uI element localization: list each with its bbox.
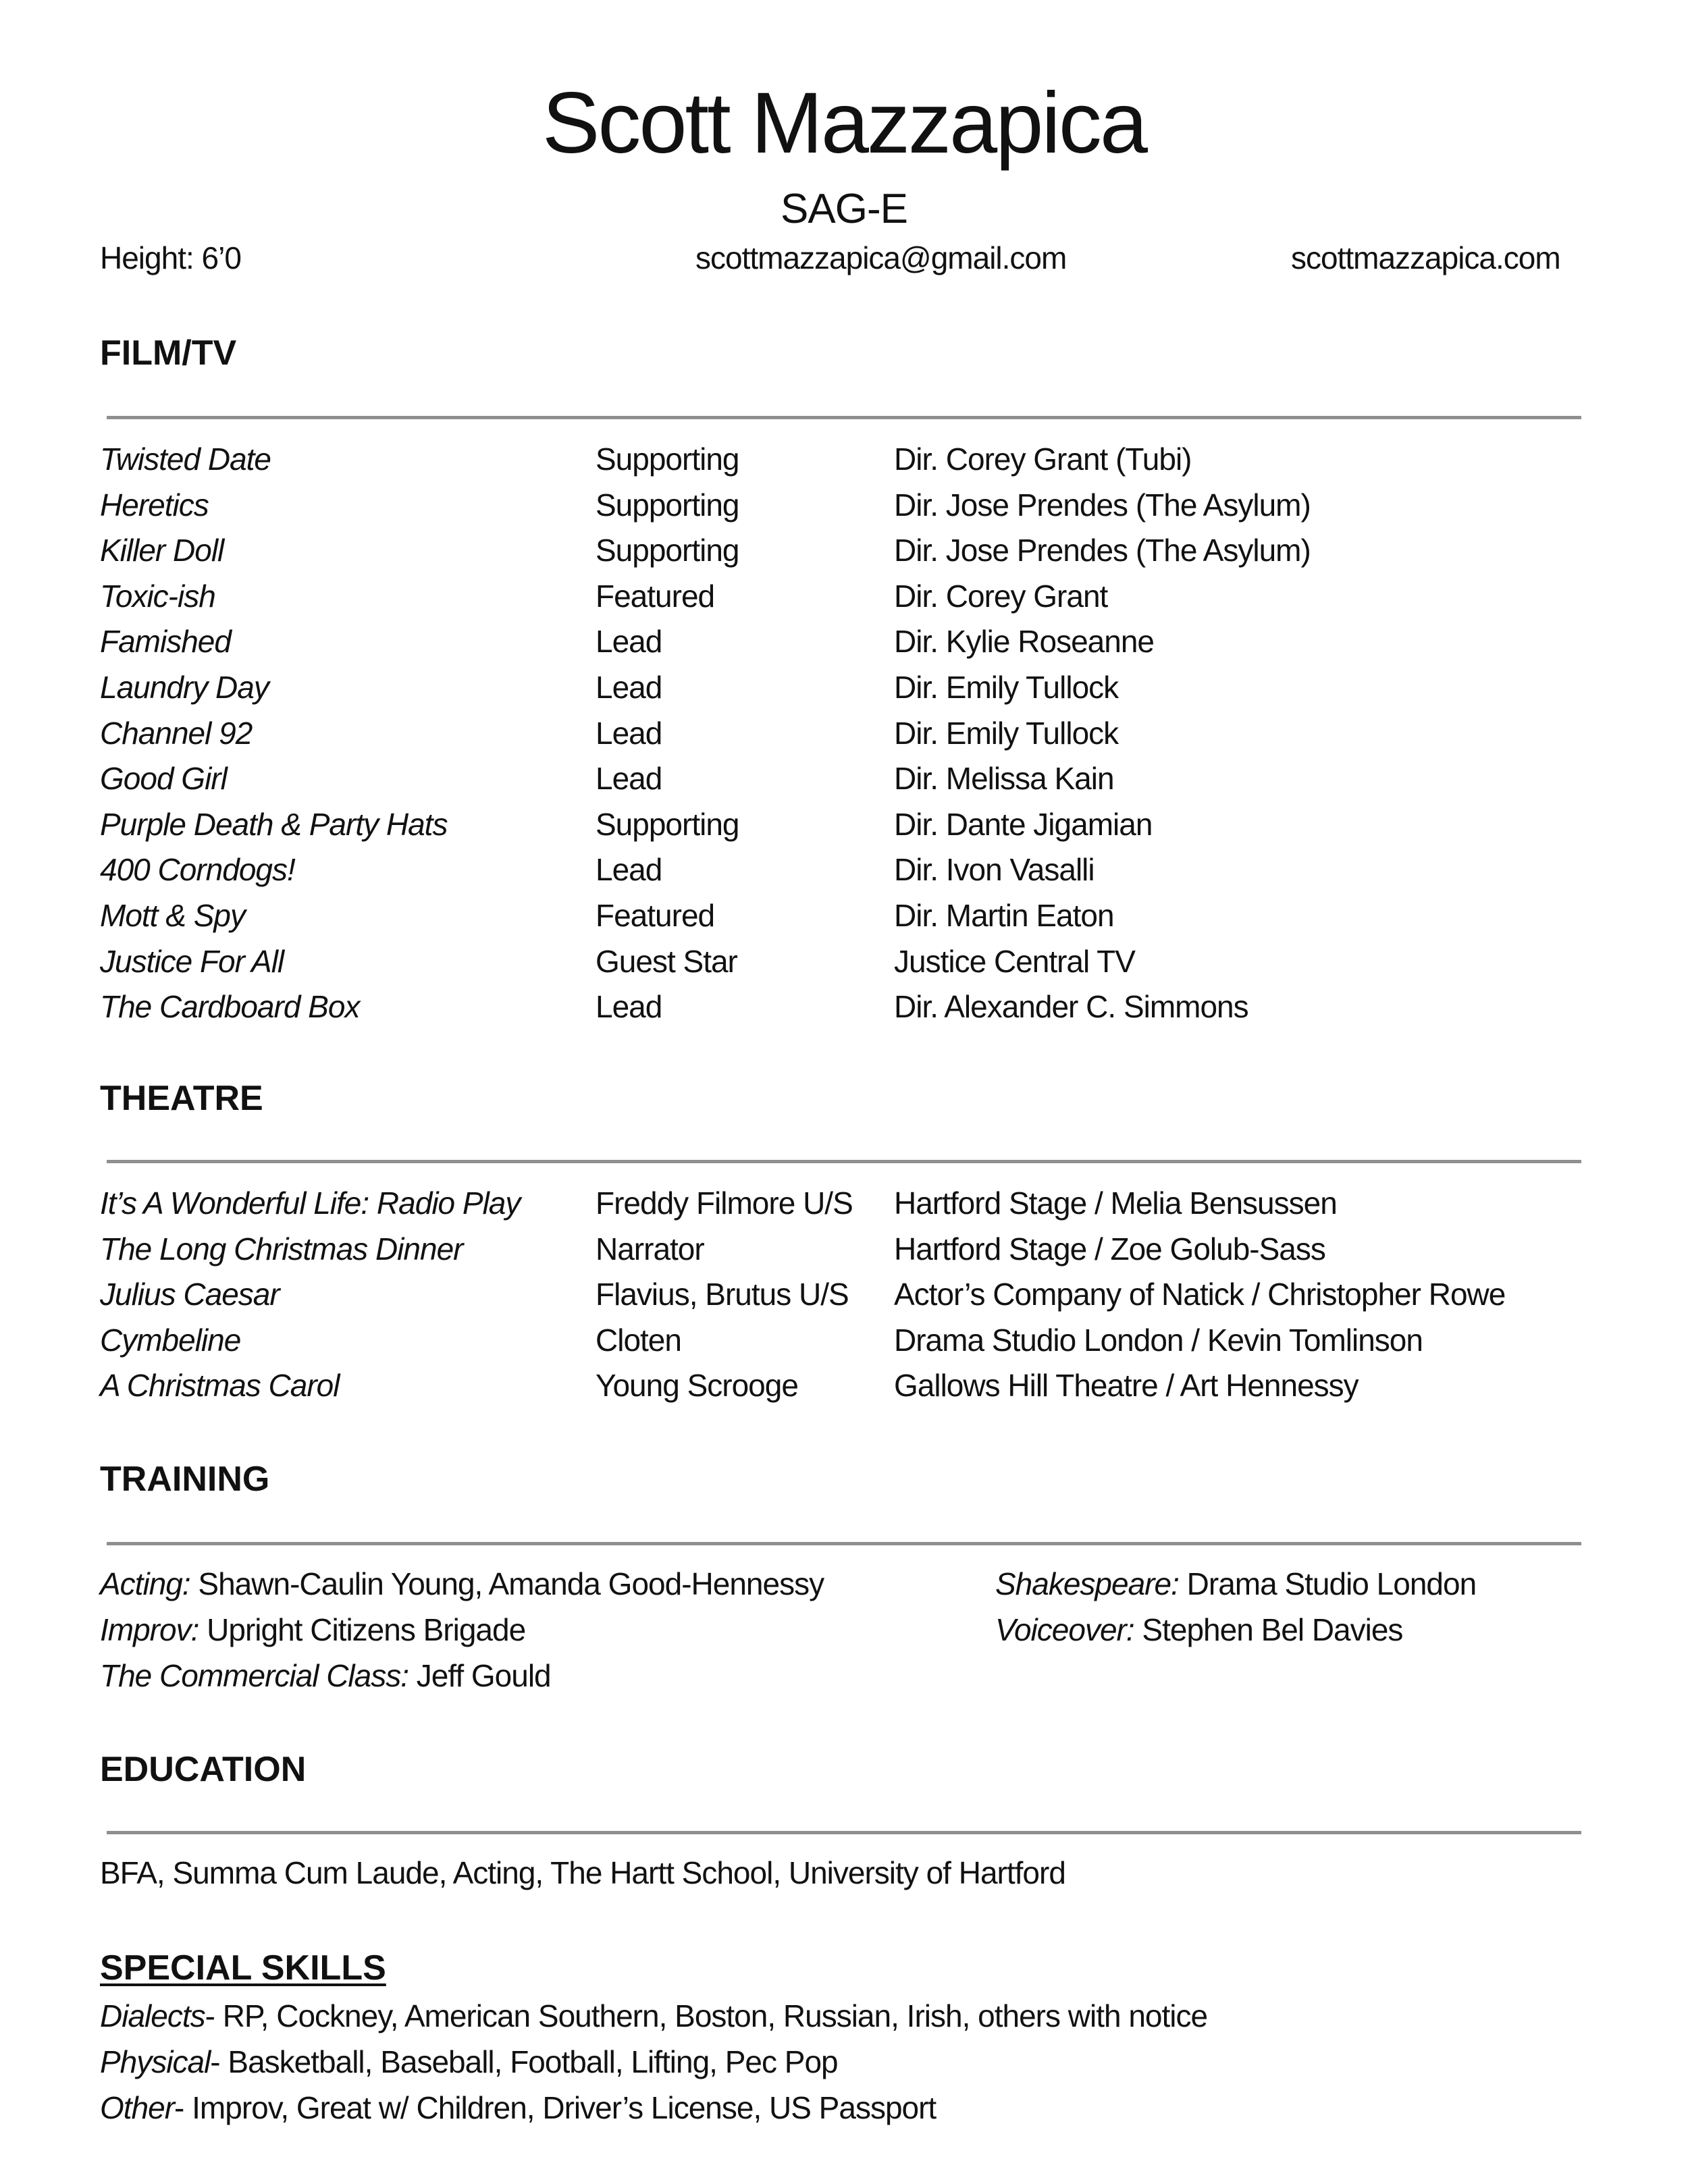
credit-title: Famished [100, 624, 231, 660]
credit-director: Justice Central TV [894, 943, 1135, 979]
education-heading: EDUCATION [100, 1750, 307, 1789]
height-text: Height: 6’0 [100, 240, 241, 275]
credit-row [0, 573, 1688, 619]
credit-row [0, 1271, 1688, 1317]
email-text: scottmazzapica@gmail.com [695, 240, 1067, 275]
credit-role: Featured [596, 898, 715, 933]
education-text: BFA, Summa Cum Laude, Acting, The Hartt School, University of Hartford [100, 1855, 1065, 1890]
theatre-heading: THEATRE [100, 1079, 263, 1118]
training-label: Improv: [100, 1612, 199, 1647]
education-divider [107, 1831, 1581, 1834]
credit-row [0, 664, 1688, 710]
credit-role: Flavius, Brutus U/S [596, 1277, 849, 1312]
credit-director: Dir. Corey Grant (Tubi) [894, 442, 1192, 477]
credit-director: Dir. Kylie Roseanne [894, 624, 1154, 660]
credit-title: Toxic-ish [100, 578, 215, 614]
credit-title: Good Girl [100, 761, 227, 797]
credit-role: Freddy Filmore U/S [596, 1186, 853, 1221]
credit-role: Lead [596, 624, 662, 660]
credit-role: Supporting [596, 442, 739, 477]
credit-row [0, 801, 1688, 847]
credit-title: Heretics [100, 487, 209, 523]
credit-title: Julius Caesar [100, 1277, 280, 1312]
credit-row [0, 1362, 1688, 1408]
credit-role: Cloten [596, 1322, 681, 1358]
union-status: SAG-E [781, 186, 907, 232]
credit-row [0, 984, 1688, 1030]
skill-physical [100, 2039, 838, 2085]
skill-dialects [100, 1993, 1207, 2039]
credit-role: Lead [596, 989, 662, 1025]
theatre-divider [107, 1160, 1581, 1163]
training-value: Upright Citizens Brigade [199, 1612, 526, 1647]
skill-other [100, 2085, 936, 2131]
credit-role: Lead [596, 852, 662, 888]
skill-value: - RP, Cockney, American Southern, Boston, Russian, Irish, others with notice [205, 1998, 1208, 2033]
credit-title: 400 Corndogs! [100, 852, 295, 888]
credit-role: Lead [596, 670, 662, 705]
training-value: Shawn-Caulin Young, Amanda Good-Hennessy [190, 1566, 824, 1601]
credit-role: Supporting [596, 533, 739, 568]
credit-title: Purple Death & Party Hats [100, 806, 448, 842]
credit-row [0, 482, 1688, 528]
training-label: Voiceover: [995, 1612, 1134, 1647]
special-skills-heading: SPECIAL SKILLS [100, 1948, 386, 1988]
credit-title: Mott & Spy [100, 898, 245, 933]
credit-row [0, 1180, 1688, 1226]
credit-role: Supporting [596, 487, 739, 523]
credit-role: Lead [596, 761, 662, 797]
credit-role: Young Scrooge [596, 1368, 798, 1404]
credit-title: It’s A Wonderful Life: Radio Play [100, 1186, 521, 1221]
training-label: The Commercial Class: [100, 1658, 408, 1693]
credit-director: Dir. Jose Prendes (The Asylum) [894, 533, 1311, 568]
credit-director: Dir. Jose Prendes (The Asylum) [894, 487, 1311, 523]
credit-row [0, 1317, 1688, 1363]
credit-director: Hartford Stage / Zoe Golub-Sass [894, 1231, 1325, 1267]
credit-role: Supporting [596, 806, 739, 842]
film-tv-heading: FILM/TV [100, 334, 237, 373]
credit-director: Dir. Dante Jigamian [894, 806, 1153, 842]
training-label: Shakespeare: [995, 1566, 1179, 1601]
credit-title: The Cardboard Box [100, 989, 360, 1025]
website-text: scottmazzapica.com [1291, 240, 1560, 275]
credit-title: Twisted Date [100, 442, 271, 477]
credit-director: Dir. Alexander C. Simmons [894, 989, 1248, 1025]
credit-title: Laundry Day [100, 670, 269, 705]
credit-director: Dir. Ivon Vasalli [894, 852, 1094, 888]
credit-director: Gallows Hill Theatre / Art Hennessy [894, 1368, 1359, 1404]
credit-row [0, 755, 1688, 801]
credit-title: The Long Christmas Dinner [100, 1231, 463, 1267]
credit-title: Justice For All [100, 943, 284, 979]
credit-row [0, 436, 1688, 482]
skill-label: Physical [100, 2044, 211, 2079]
credit-role: Featured [596, 578, 715, 614]
credit-role: Lead [596, 715, 662, 751]
training-value: Jeff Gould [408, 1658, 551, 1693]
credit-row [0, 938, 1688, 984]
credit-director: Dir. Melissa Kain [894, 761, 1114, 797]
training-improv [100, 1607, 525, 1653]
credit-title: Killer Doll [100, 533, 224, 568]
credit-row [0, 893, 1688, 938]
credit-director: Hartford Stage / Melia Bensussen [894, 1186, 1337, 1221]
credit-row [0, 527, 1688, 573]
skill-value: - Improv, Great w/ Children, Driver’s License, US Passport [174, 2090, 937, 2125]
training-commercial [100, 1653, 551, 1699]
credit-title: Cymbeline [100, 1322, 241, 1358]
credit-director: Dir. Emily Tullock [894, 670, 1119, 705]
credit-role: Guest Star [596, 943, 737, 979]
training-divider [107, 1542, 1581, 1545]
training-value: Drama Studio London [1178, 1566, 1477, 1601]
training-label: Acting: [100, 1566, 190, 1601]
skill-label: Dialects [100, 1998, 205, 2033]
training-shakespeare [995, 1561, 1476, 1607]
training-acting [100, 1561, 824, 1607]
credit-director: Actor’s Company of Natick / Christopher Rowe [894, 1277, 1506, 1312]
resume-name: Scott Mazzapica [542, 75, 1146, 171]
credit-title: Channel 92 [100, 715, 253, 751]
credit-director: Dir. Martin Eaton [894, 898, 1114, 933]
skill-label: Other [100, 2090, 175, 2125]
credit-director: Dir. Corey Grant [894, 578, 1108, 614]
credit-row [0, 1226, 1688, 1272]
credit-director: Drama Studio London / Kevin Tomlinson [894, 1322, 1423, 1358]
training-value: Stephen Bel Davies [1134, 1612, 1403, 1647]
skill-value: - Basketball, Baseball, Football, Lifting, Pec Pop [210, 2044, 838, 2079]
credit-director: Dir. Emily Tullock [894, 715, 1119, 751]
training-voiceover [995, 1607, 1402, 1653]
film-tv-divider [107, 416, 1581, 419]
credit-title: A Christmas Carol [100, 1368, 340, 1404]
credit-row [0, 847, 1688, 893]
training-heading: TRAINING [100, 1460, 270, 1499]
credit-row [0, 710, 1688, 756]
credit-row [0, 618, 1688, 664]
credit-role: Narrator [596, 1231, 704, 1267]
